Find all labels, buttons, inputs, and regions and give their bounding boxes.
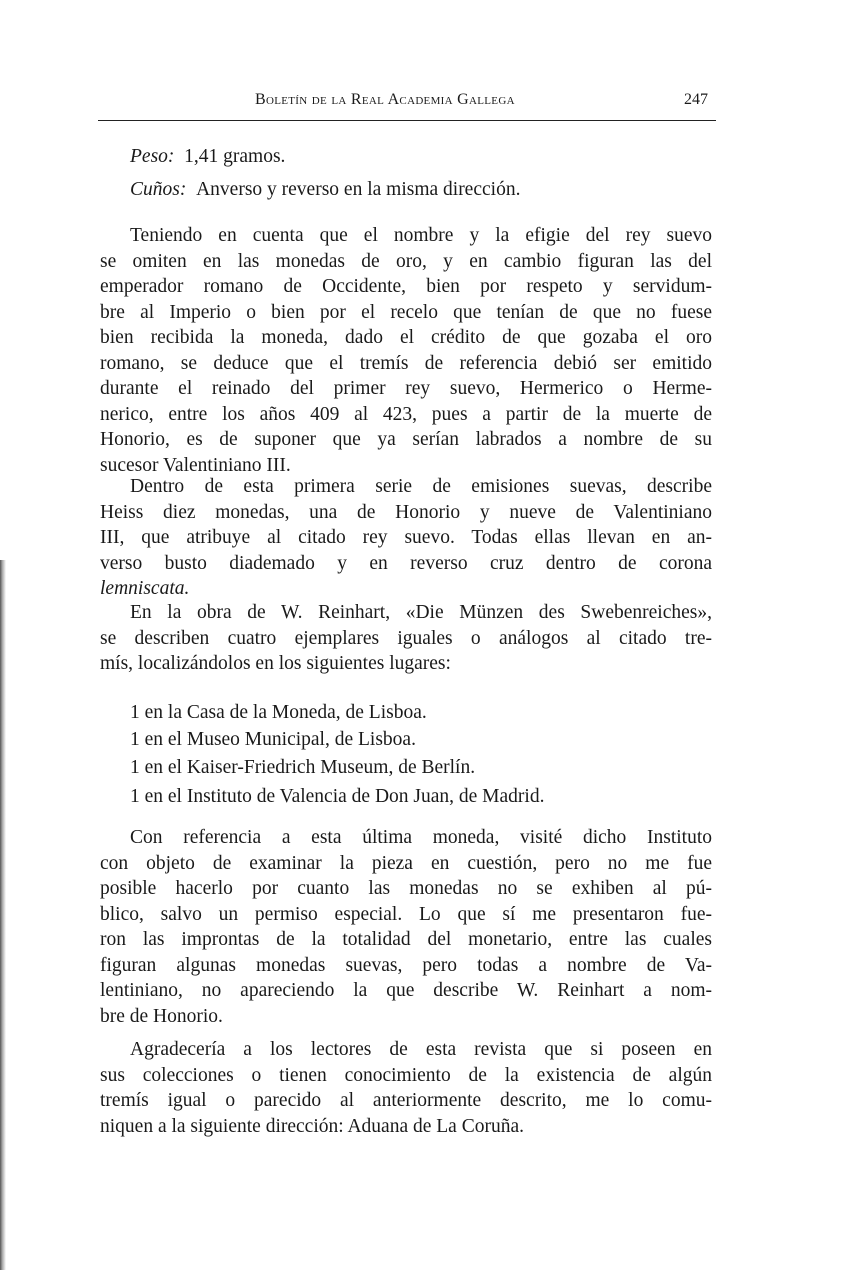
paragraph-4-line: lentiniano, no apareciendo la que describe W. Reinhart a nom- [100, 980, 712, 1001]
field-label: Cuños: [130, 179, 187, 200]
paragraph-1-line: durante el reinado del primer rey suevo, Hermerico o Herme- [100, 378, 712, 399]
paragraph-1-line: romano, se deduce que el tremís de referencia debió ser emitido [100, 352, 712, 374]
paragraph-4-line: ron las improntas de la totalidad del monetario, entre las cuales [100, 929, 712, 950]
page-number: 247 [684, 91, 708, 108]
paragraph-2-line: Dentro de esta primera serie de emisiones suevas, describe [130, 476, 712, 497]
location-list-item: 1 en el Kaiser-Friedrich Museum, de Berlín. [130, 757, 476, 778]
running-header [100, 91, 712, 115]
location-list-item: 1 en el Instituto de Valencia de Don Juan, de Madrid. [130, 786, 545, 807]
paragraph-4-line: Con referencia a esta última moneda, visité dicho Instituto [130, 827, 712, 848]
paragraph-5-line: Agradecería a los lectores de esta revista que si poseen en [130, 1039, 712, 1060]
paragraph-2-line: verso busto diademado y en reverso cruz dentro de corona [100, 552, 712, 574]
paragraph-4-line: figuran algunas monedas suevas, pero todas a nombre de Va- [100, 954, 712, 976]
header-rule [98, 120, 716, 121]
field-label: Peso: [130, 146, 175, 167]
field-value: 1,41 gramos. [184, 146, 286, 167]
paragraph-1-line: sucesor Valentiniano III. [100, 454, 291, 476]
scan-edge [0, 560, 6, 1270]
paragraph-5-line: sus colecciones o tienen conocimiento de la existencia de algún [100, 1064, 712, 1086]
journal-title: Boletín de la Real Academia Gallega [255, 91, 515, 108]
paragraph-3-line: mís, localizándolos en los siguientes lugares: [100, 653, 451, 674]
field-weight [100, 145, 712, 169]
paragraph-4-line: blico, salvo un permiso especial. Lo que sí me presentaron fue- [100, 903, 712, 925]
paragraph-1-line: Honorio, es de suponer que ya serían labrados a nombre de su [100, 429, 712, 450]
location-list-item: 1 en el Museo Municipal, de Lisboa. [130, 729, 416, 750]
paragraph-3-line: se describen cuatro ejemplares iguales o análogos al citado tre- [100, 627, 712, 649]
paragraph-1-line: emperador romano de Occidente, bien por respeto y servidum- [100, 276, 712, 297]
paragraph-4-line: posible hacerlo por cuanto las monedas no se exhiben al pú- [100, 878, 712, 899]
paragraph-2-line: Heiss diez monedas, una de Honorio y nueve de Valentiniano [100, 501, 712, 523]
paragraph-1-line: Teniendo en cuenta que el nombre y la efigie del rey suevo [130, 225, 712, 246]
paragraph-5-line: niquen a la siguiente dirección: Aduana de La Coruña. [100, 1115, 524, 1137]
paragraph-4-line: bre de Honorio. [100, 1005, 223, 1027]
field-dies [100, 178, 712, 202]
paragraph-1-line: nerico, entre los años 409 al 423, pues a partir de la muerte de [100, 403, 712, 425]
paragraph-4-line: con objeto de examinar la pieza en cuestión, pero no me fue [100, 852, 712, 874]
paragraph-1-line: bien recibida la moneda, dado el crédito de que gozaba el oro [100, 327, 712, 348]
field-value: Anverso y reverso en la misma dirección. [196, 179, 521, 200]
paragraph-3-line: En la obra de W. Reinhart, «Die Münzen des Swebenreiches», [130, 602, 712, 623]
paragraph-2-line: lemniscata. [100, 578, 190, 599]
paragraph-2-line: III, que atribuye al citado rey suevo. Todas ellas llevan en an- [100, 527, 712, 548]
location-list-item: 1 en la Casa de la Moneda, de Lisboa. [130, 702, 427, 723]
paragraph-5-line: tremís igual o parecido al anteriormente descrito, me lo comu- [100, 1090, 712, 1111]
paragraph-1-line: bre al Imperio o bien por el recelo que tenían de que no fuese [100, 301, 712, 323]
paragraph-1-line: se omiten en las monedas de oro, y en cambio figuran las del [100, 250, 712, 272]
